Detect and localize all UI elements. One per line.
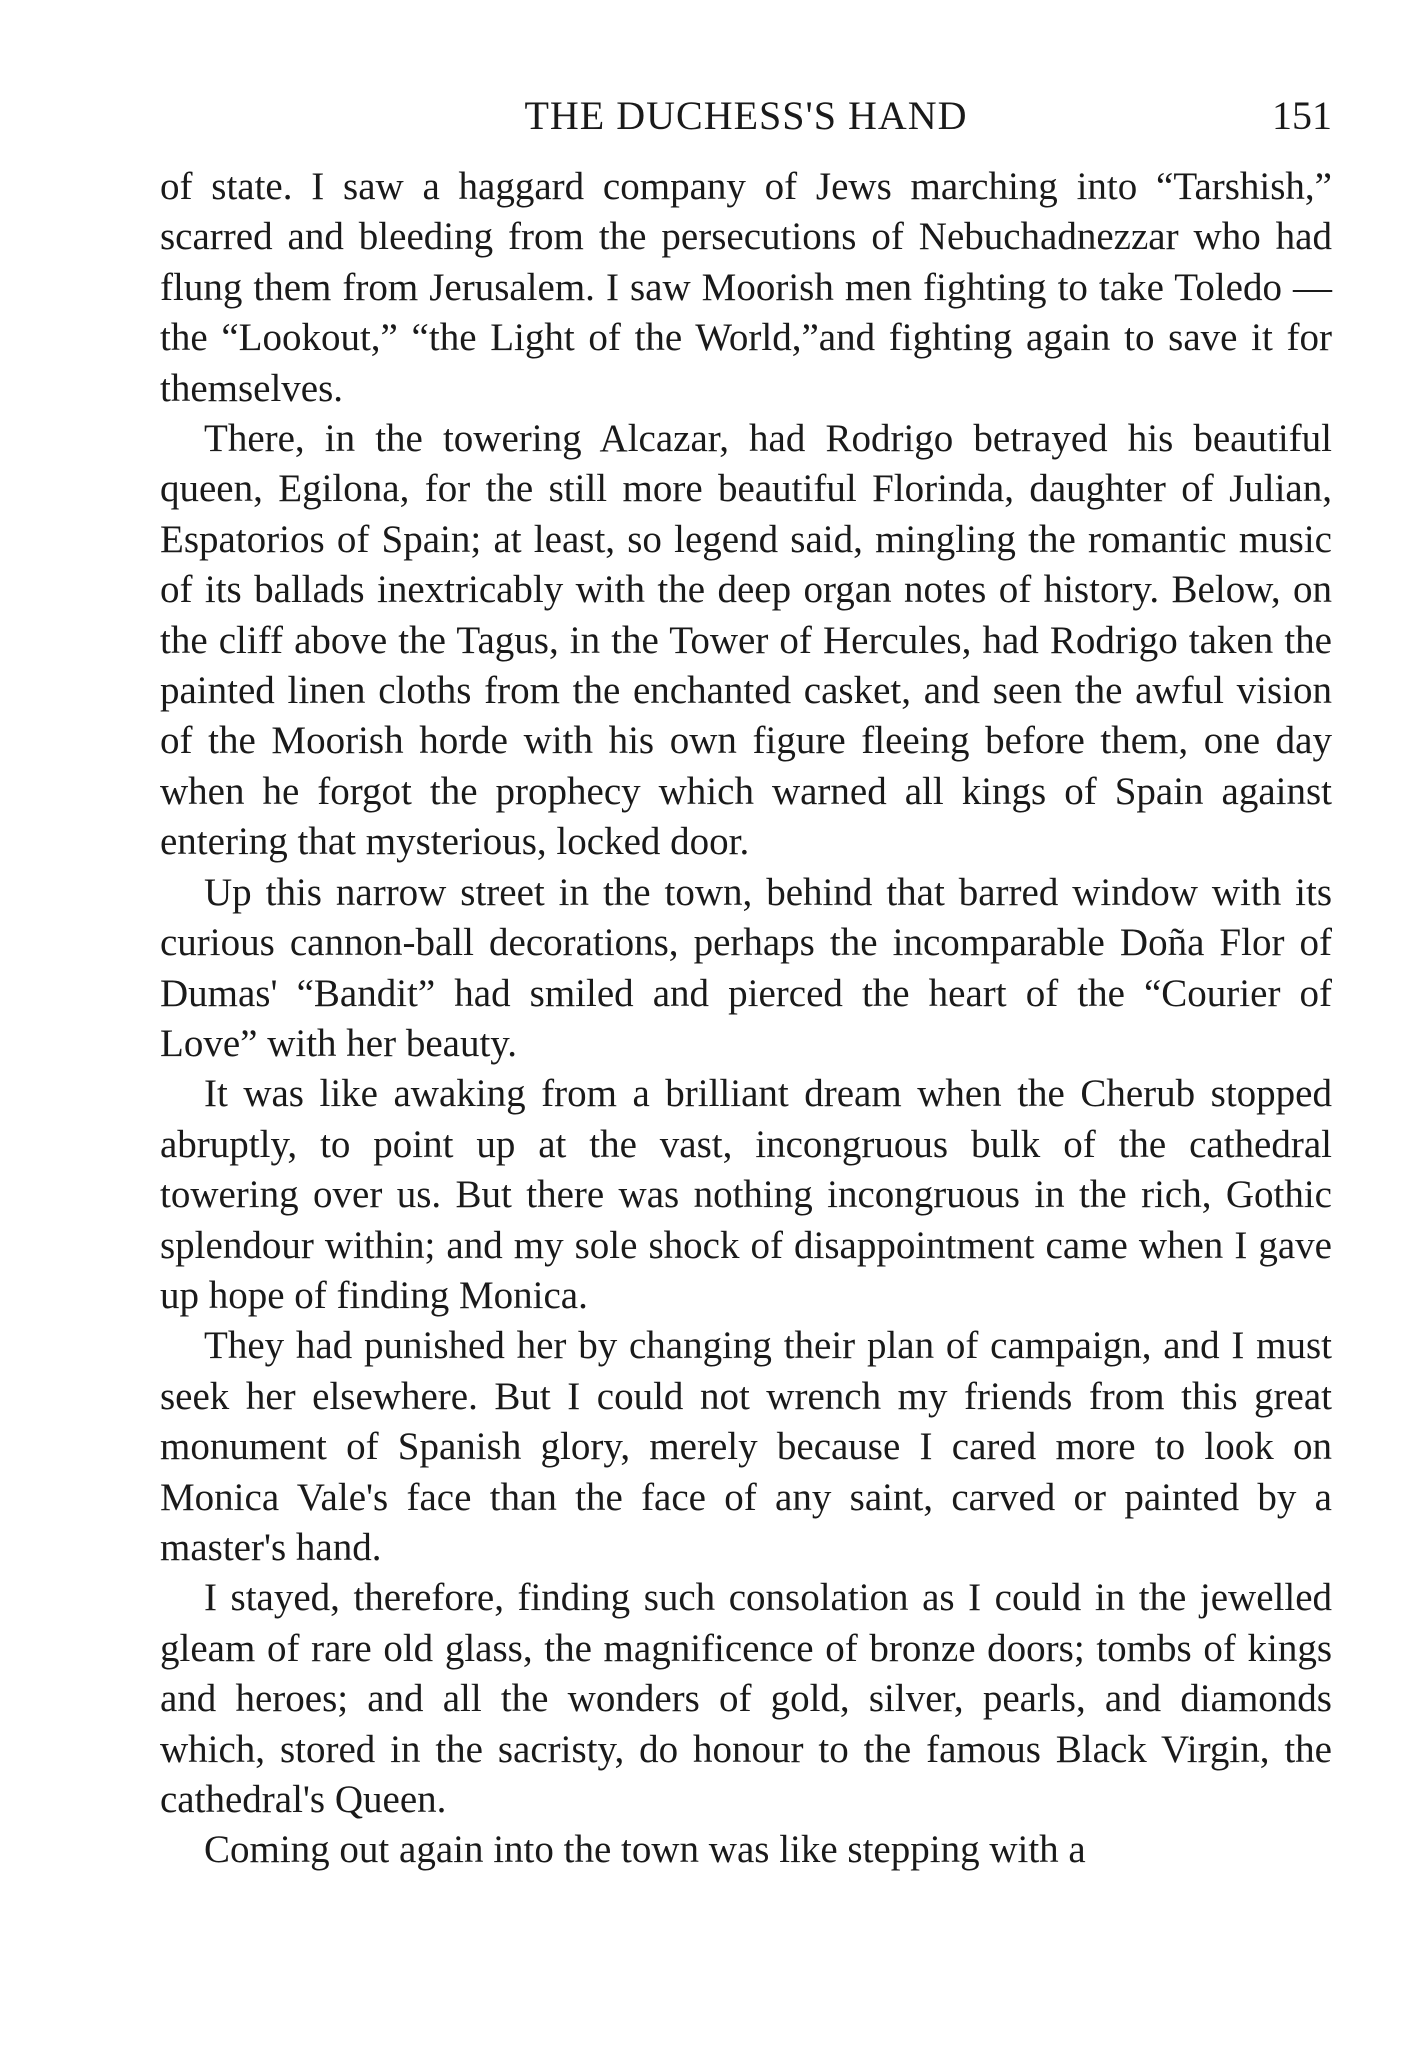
paragraph-2: There, in the towering Alcazar, had Rodrigo betrayed his beautiful queen, Egilona, for the still more beautiful Florinda, daughter of Julian, Espatorios of Spain; at least, so legend said, mingling the romantic music of its ballads inextricably with the deep organ notes of history. Below, on the cliff above the Tagus, in the Tower of Hercules, had Rodrigo taken the painted linen cloths from the enchanted casket, and seen the awful vision of the Moorish horde with his own figure fleeing before them, one day when he forgot the prophecy which warned all kings of Spain against entering that mysterious, locked door. [160, 417, 1332, 864]
paragraph-7: Coming out again into the town was like stepping with a [204, 1828, 1086, 1872]
paragraph-3: Up this narrow street in the town, behind that barred window with its curious cannon-ball decorations, perhaps the incomparable Doña Flor of Dumas' “Bandit” had smiled and pierced the heart of the “Courier of Love” with her beauty. [160, 870, 1332, 1065]
paragraph-4: It was like awaking from a brilliant dream when the Cherub stopped abruptly, to point up at the vast, incongruous bulk of the cathedral towering over us. But there was nothing incongruous in the rich, Gothic splendour within; and my sole shock of disappointment came when I gave up hope of finding Monica. [160, 1072, 1332, 1317]
running-head [160, 86, 1332, 150]
page-number: 151 [1272, 93, 1332, 138]
running-title: THE DUCHESS'S HAND [524, 93, 968, 138]
body-text [160, 162, 1332, 1876]
book-page [160, 86, 1332, 1876]
paragraph-1: of state. I saw a haggard company of Jews marching into “Tarshish,” scarred and bleeding from the persecutions of Nebuchadnezzar who had flung them from Jerusalem. I saw Moorish men fighting to take Toledo — the “Lookout,” “the Light of the World,”and fighting again to save it for themselves. [160, 165, 1332, 410]
paragraph-6: I stayed, therefore, finding such consolation as I could in the jewelled gleam of rare old glass, the magnificence of bronze doors; tombs of kings and heroes; and all the wonders of gold, silver, pearls, and diamonds which, stored in the sacristy, do honour to the famous Black Virgin, the cathedral's Queen. [160, 1576, 1332, 1821]
paragraph-5: They had punished her by changing their plan of campaign, and I must seek her elsewhere. But I could not wrench my friends from this great monument of Spanish glory, merely because I cared more to look on Monica Vale's face than the face of any saint, carved or painted by a master's hand. [160, 1324, 1332, 1569]
